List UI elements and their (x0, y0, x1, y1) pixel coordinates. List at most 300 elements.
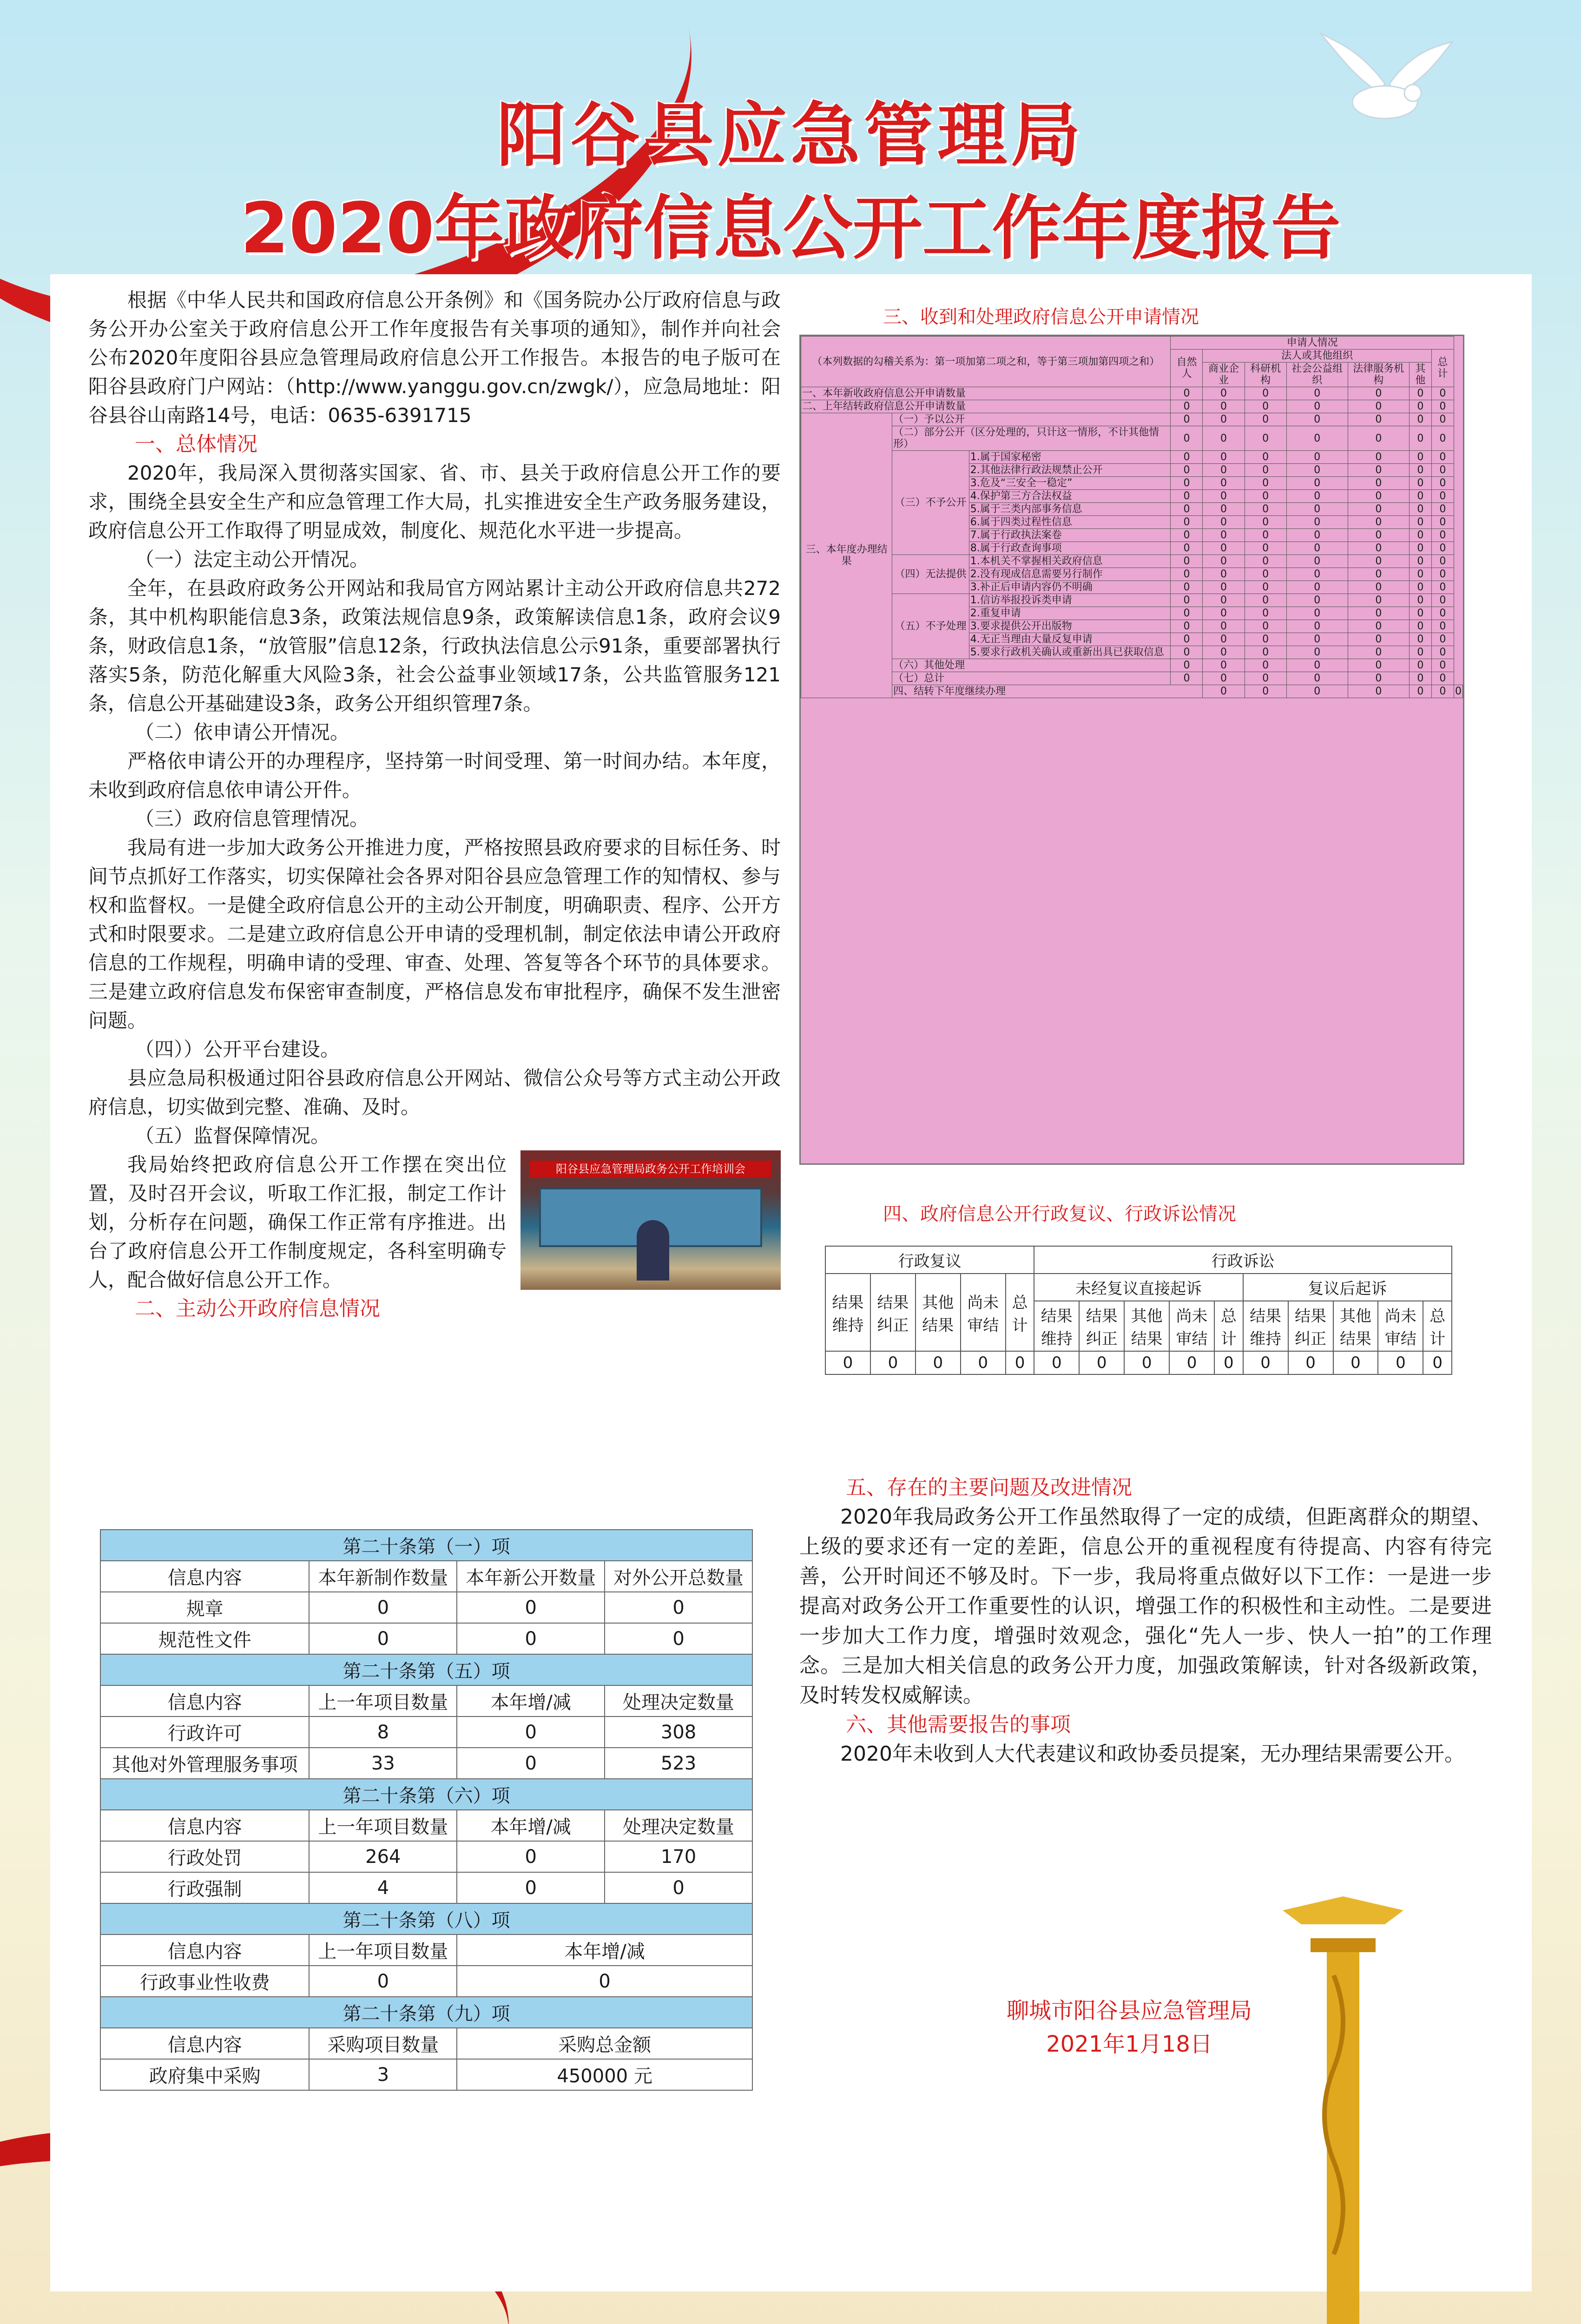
table-cell: 行政许可 (100, 1717, 309, 1748)
table-cell: 0 (1431, 426, 1454, 451)
table-cell: 0 (1431, 594, 1454, 607)
table-cell: 0 (1286, 646, 1348, 659)
table-cell: 0 (1348, 581, 1409, 594)
table-cell: 0 (1171, 594, 1203, 607)
table-cell: 0 (1245, 490, 1286, 503)
table-cell: 0 (1245, 516, 1286, 529)
table-cell: 0 (1409, 426, 1431, 451)
table-cell: 0 (1203, 387, 1245, 400)
table-cell: 0 (1409, 516, 1431, 529)
table-cell: 3 (309, 2059, 457, 2090)
table-cell: 0 (1431, 568, 1454, 581)
table-cell: 0 (1431, 581, 1454, 594)
table-cell: 0 (1431, 490, 1454, 503)
table2-b-head: 处理决定数量 (605, 1685, 752, 1717)
table-cell: 0 (1333, 1351, 1378, 1374)
table-cell: 0 (1171, 529, 1203, 542)
table-cell: 0 (1286, 568, 1348, 581)
table-cell: 0 (1171, 672, 1203, 685)
table3-natural: 自然人 (1171, 350, 1203, 387)
table3-row-label: 6.属于四类过程性信息 (969, 516, 1171, 529)
table-cell: 0 (1171, 581, 1203, 594)
table-cell: 0 (457, 1623, 605, 1654)
table-cell: 0 (1203, 620, 1245, 633)
table-cell: 0 (1286, 477, 1348, 490)
table4-col: 总计 (1006, 1274, 1034, 1351)
table3-row-label: 4.无正当理由大量反复申请 (969, 633, 1171, 646)
table-cell: 0 (1245, 620, 1286, 633)
table-cell: 0 (1214, 1351, 1243, 1374)
table-cell: 0 (457, 1748, 605, 1779)
table-cell: 0 (1431, 555, 1454, 568)
table-cell: 0 (1203, 413, 1245, 426)
table4-col: 结果维持 (825, 1274, 870, 1351)
table-cell: 0 (1348, 529, 1409, 542)
table-cell: 0 (1203, 477, 1245, 490)
table3-col: 法律服务机构 (1348, 363, 1409, 387)
table4-col: 尚未审结 (1378, 1301, 1423, 1351)
table-cell: 0 (1348, 685, 1409, 698)
table2-e-title: 第二十条第（九）项 (100, 1997, 752, 2028)
table-cell: 0 (1348, 516, 1409, 529)
table-cell: 0 (1171, 490, 1203, 503)
table-cell: 0 (457, 1592, 605, 1623)
table-cell: 0 (1431, 672, 1454, 685)
table-cell: 0 (1171, 620, 1203, 633)
table-cell: 0 (1203, 516, 1245, 529)
table-cell: 0 (1286, 400, 1348, 413)
table2-d-head: 信息内容 (100, 1934, 309, 1966)
table-cell: 行政强制 (100, 1872, 309, 1903)
table-cell: 0 (1409, 387, 1431, 400)
table-cell: 0 (1006, 1351, 1034, 1374)
table-cell: 0 (1171, 387, 1203, 400)
section-1-heading: 一、总体情况 (135, 432, 257, 456)
table-cell: 0 (961, 1351, 1006, 1374)
subsection-1-paragraph: 全年，在县政府政务公开网站和我局官方网站累计主动公开政府信息共272条，其中机构职能信息3条，政策法规信息9条，政策解读信息1条，政府会议9条，财政信息1条，“放管服”信息12条，行政执法信息公示91条，重要部署执行落实5条，防范化解重大风险3条，社会公益事业领域17条，公共监管服务121条，信息公开基础建设3条，政务公开组织管理7条。 (88, 577, 781, 715)
table-cell: 0 (1348, 568, 1409, 581)
table-cell: 0 (1203, 568, 1245, 581)
table-cell: 0 (1431, 413, 1454, 426)
table4-col: 其他结果 (1333, 1301, 1378, 1351)
table2-d-title: 第二十条第（八）项 (100, 1903, 752, 1934)
table-cell: 4 (309, 1872, 457, 1903)
table3-row-label: 2.其他法律行政法规禁止公开 (969, 464, 1171, 477)
table-cell: 0 (1171, 400, 1203, 413)
table-cell: 0 (1171, 659, 1203, 672)
table-cell: 0 (1348, 672, 1409, 685)
table-cell: 0 (1409, 477, 1431, 490)
table-cell: 0 (1245, 633, 1286, 646)
table-cell: 0 (1431, 477, 1454, 490)
photo-caption: 阳谷县应急管理局政务公开工作培训会 (530, 1161, 771, 1177)
table-cell: 0 (1431, 685, 1454, 698)
table-cell: 0 (870, 1351, 916, 1374)
table-cell: 0 (1431, 451, 1454, 464)
table-cell: 0 (1286, 555, 1348, 568)
table4-direct: 未经复议直接起诉 (1034, 1274, 1243, 1301)
table-cell: 523 (605, 1748, 752, 1779)
table-cell: 0 (1245, 464, 1286, 477)
table-cell: 0 (1245, 555, 1286, 568)
table3-corner: （本列数据的勾稽关系为：第一项加第二项之和，等于第三项加第四项之和） (801, 337, 1171, 387)
table-cell: 0 (1245, 594, 1286, 607)
table-cell: 0 (1431, 620, 1454, 633)
subsection-3-heading: （三）政府信息管理情况。 (135, 807, 369, 830)
table-cell: 0 (309, 1966, 457, 1997)
table-cell: 0 (1431, 607, 1454, 620)
table-cell: 0 (1409, 607, 1431, 620)
table-cell: 0 (1409, 503, 1431, 516)
table-cell: 0 (1286, 464, 1348, 477)
table3-row-label: 四、结转下年度继续办理 (892, 685, 1203, 698)
table3-row-label: 3.补正后申请内容仍不明确 (969, 581, 1171, 594)
table-cell: 0 (1203, 451, 1245, 464)
table-cell: 0 (1348, 555, 1409, 568)
table3-row-label: 8.属于行政查询事项 (969, 542, 1171, 555)
table-cell: 0 (1409, 529, 1431, 542)
table-cell: 0 (1245, 529, 1286, 542)
table3-row-label: 2.重复申请 (969, 607, 1171, 620)
table-cell: 0 (1286, 426, 1348, 451)
table-cell: 0 (1171, 503, 1203, 516)
table-cell: 0 (1171, 451, 1203, 464)
table4-col: 其他结果 (916, 1274, 961, 1351)
table-cell: 0 (1286, 516, 1348, 529)
table-cell: 0 (1203, 400, 1245, 413)
table-cell: 0 (1171, 426, 1203, 451)
table-cell: 0 (1409, 490, 1431, 503)
subsection-4-paragraph: 县应急局积极通过阳谷县政府信息公开网站、微信公众号等方式主动公开政府信息，切实做到完整、准确、及时。 (88, 1067, 781, 1118)
table3-group-label: （四）无法提供 (892, 555, 969, 594)
table-cell: 0 (1203, 646, 1245, 659)
table-cell: 0 (1348, 620, 1409, 633)
table-cell: 0 (1203, 503, 1245, 516)
table-cell: 0 (1034, 1351, 1079, 1374)
table-cell: 0 (1348, 542, 1409, 555)
table2-c-head: 处理决定数量 (605, 1810, 752, 1841)
table-cell: 0 (1348, 594, 1409, 607)
table-cell: 0 (1378, 1351, 1423, 1374)
table3-group-label: （三）不予公开 (892, 451, 969, 555)
table2-d-head: 本年增/减 (457, 1934, 752, 1966)
table3-col: 其他 (1409, 363, 1431, 387)
table-cell: 0 (1286, 581, 1348, 594)
table2-e-head: 信息内容 (100, 2028, 309, 2059)
table-cell: 0 (1203, 464, 1245, 477)
table-cell: 0 (1245, 646, 1286, 659)
table-cell: 0 (1431, 529, 1454, 542)
table2-a-head: 本年新公开数量 (457, 1561, 605, 1592)
table-cell: 0 (1348, 477, 1409, 490)
table-cell: 0 (1348, 464, 1409, 477)
applications-table (801, 336, 1463, 698)
table-cell: 0 (1203, 426, 1245, 451)
subsection-5-heading: （五）监督保障情况。 (135, 1124, 330, 1147)
table-cell: 0 (1348, 659, 1409, 672)
table2-c-head: 本年增/减 (457, 1810, 605, 1841)
table-cell: 0 (1203, 607, 1245, 620)
table-cell: 0 (1409, 568, 1431, 581)
table4-col: 结果维持 (1243, 1301, 1288, 1351)
table-cell: 0 (1348, 426, 1409, 451)
table-cell: 0 (1203, 529, 1245, 542)
intro-paragraph: 根据《中华人民共和国政府信息公开条例》和《国务院办公厅政府信息与政务公开办公室关于政府信息公开工作年度报告有关事项的通知》，制作并向社会公布2020年度阳谷县应急管理局政府信息公开工作报告。本报告的电子版可在阳谷县政府门户网站：（http://www.yanggu.gov.cn/zwgk/），应急局地址：阳谷县谷山南路14号，电话：0635-6391715 (88, 289, 781, 427)
table3-row-label: 3.危及“三安全一稳定” (969, 477, 1171, 490)
table2-a-title: 第二十条第（一）项 (100, 1530, 752, 1561)
table-cell: 0 (1245, 413, 1286, 426)
table-cell: 0 (1286, 529, 1348, 542)
table-cell: 0 (1454, 685, 1462, 698)
table-cell: 0 (1171, 516, 1203, 529)
table-cell: 0 (1203, 659, 1245, 672)
table-cell: 0 (1431, 659, 1454, 672)
table-cell: 0 (1431, 464, 1454, 477)
table-cell: 0 (1079, 1351, 1124, 1374)
table3-row-label: 一、本年新收政府信息公开申请数量 (801, 387, 1171, 400)
signature (929, 1994, 1329, 2061)
table-cell: 0 (1286, 685, 1348, 698)
table3-group-label: （五）不予处理 (892, 594, 969, 659)
table3-row-label: （二）部分公开（区分处理的，只计这一情形，不计其他情形） (892, 426, 1171, 451)
table3-row-label: 二、上年结转政府信息公开申请数量 (801, 400, 1171, 413)
table-cell: 0 (1171, 555, 1203, 568)
section-6-paragraph: 2020年未收到人大代表建议和政协委员提案，无办理结果需要公开。 (840, 1742, 1465, 1766)
table-cell: 0 (1245, 451, 1286, 464)
table2-c-title: 第二十条第（六）项 (100, 1779, 752, 1810)
signature-date: 2021年1月18日 (1046, 2031, 1212, 2057)
table-cell: 450000 元 (457, 2059, 752, 2090)
table-cell: 308 (605, 1717, 752, 1748)
section-4-heading: 四、政府信息公开行政复议、行政诉讼情况 (883, 1203, 1236, 1225)
table-cell: 0 (1348, 607, 1409, 620)
table-cell: 0 (1203, 685, 1245, 698)
table-cell: 0 (1286, 413, 1348, 426)
review-litigation-table (825, 1246, 1452, 1375)
table-cell: 0 (1245, 503, 1286, 516)
table-cell: 0 (1348, 633, 1409, 646)
table-cell: 0 (1409, 413, 1431, 426)
table-cell: 0 (1203, 672, 1245, 685)
table3-row-label: 1.本机关不掌握相关政府信息 (969, 555, 1171, 568)
table-cell: 0 (1203, 594, 1245, 607)
table-cell: 0 (1409, 646, 1431, 659)
table-cell: 0 (1245, 400, 1286, 413)
table4-col: 其他结果 (1124, 1301, 1169, 1351)
table-cell: 0 (1243, 1351, 1288, 1374)
table-cell: 0 (1171, 633, 1203, 646)
table2-a-head: 本年新制作数量 (309, 1561, 457, 1592)
table-cell: 其他对外管理服务事项 (100, 1748, 309, 1779)
table2-b-head: 上一年项目数量 (309, 1685, 457, 1717)
table-cell: 0 (1348, 387, 1409, 400)
table-cell: 0 (1286, 633, 1348, 646)
table-cell: 0 (1431, 400, 1454, 413)
table-cell: 0 (1409, 685, 1431, 698)
table-cell: 0 (1245, 659, 1286, 672)
table-cell: 0 (309, 1592, 457, 1623)
table-cell: 0 (1431, 516, 1454, 529)
photo-speaker (637, 1220, 669, 1281)
table-cell: 0 (1124, 1351, 1169, 1374)
table-cell: 0 (1245, 387, 1286, 400)
table-cell: 0 (1171, 413, 1203, 426)
table3-row-label: 5.要求行政机关确认或重新出具已获取信息 (969, 646, 1171, 659)
table-cell: 0 (1409, 620, 1431, 633)
table4-col: 结果维持 (1034, 1301, 1079, 1351)
table-cell: 0 (1288, 1351, 1333, 1374)
table-cell: 规章 (100, 1592, 309, 1623)
subsection-5-paragraph: 我局始终把政府信息公开工作摆在突出位置，及时召开会议，听取工作汇报，制定工作计划，分析存在问题，确保工作正常有序推进。出台了政府信息公开工作制度规定，各科室明确专人，配合做好信息公开工作。 (88, 1153, 507, 1291)
table-cell: 0 (1409, 594, 1431, 607)
subsection-1-heading: （一）法定主动公开情况。 (135, 548, 369, 571)
table-cell: 0 (457, 1717, 605, 1748)
table-cell: 0 (457, 1841, 605, 1872)
table-cell: 0 (1431, 542, 1454, 555)
table-cell: 0 (1171, 646, 1203, 659)
table-cell: 0 (916, 1351, 961, 1374)
table-cell: 0 (1409, 400, 1431, 413)
table2-b-title: 第二十条第（五）项 (100, 1654, 752, 1685)
table-cell: 0 (1409, 672, 1431, 685)
table-cell: 0 (1348, 400, 1409, 413)
table-cell: 0 (457, 1872, 605, 1903)
table-cell: 0 (1286, 490, 1348, 503)
table-cell: 0 (1348, 490, 1409, 503)
table-cell: 0 (1203, 490, 1245, 503)
table-cell: 0 (1431, 387, 1454, 400)
section-2-heading: 二、主动公开政府信息情况 (135, 1297, 380, 1320)
table-cell: 行政处罚 (100, 1841, 309, 1872)
table-cell: 0 (1203, 633, 1245, 646)
table4-col: 结果纠正 (1079, 1301, 1124, 1351)
table2-e-head: 采购项目数量 (309, 2028, 457, 2059)
table-cell: 0 (1286, 387, 1348, 400)
huabiao-pillar-decoration (1283, 1882, 1403, 2324)
table-cell: 33 (309, 1748, 457, 1779)
table-cell: 0 (1348, 451, 1409, 464)
table-cell: 0 (1245, 685, 1286, 698)
table-cell: 0 (1409, 464, 1431, 477)
table-cell: 0 (825, 1351, 870, 1374)
table3-row-label: 2.没有现成信息需要另行制作 (969, 568, 1171, 581)
section-6-heading: 六、其他需要报告的事项 (846, 1713, 1071, 1736)
table-cell: 0 (1431, 646, 1454, 659)
right-column (799, 1473, 1492, 1769)
table3-col: 社会公益组织 (1286, 363, 1348, 387)
table-cell: 170 (605, 1841, 752, 1872)
table4-col: 结果纠正 (1288, 1301, 1333, 1351)
title-line1: 阳谷县应急管理局 (496, 95, 1084, 176)
table-cell: 0 (1245, 581, 1286, 594)
table-cell: 0 (1245, 672, 1286, 685)
table2-c-head: 上一年项目数量 (309, 1810, 457, 1841)
table4-litigation: 行政诉讼 (1034, 1246, 1452, 1274)
table3-legal: 法人或其他组织 (1203, 350, 1431, 363)
table-cell: 0 (1245, 607, 1286, 620)
table-cell: 规范性文件 (100, 1623, 309, 1654)
table-cell: 264 (309, 1841, 457, 1872)
table2-b-head: 信息内容 (100, 1685, 309, 1717)
table2-d-head: 上一年项目数量 (309, 1934, 457, 1966)
table-cell: 0 (1203, 542, 1245, 555)
table-cell: 0 (1409, 633, 1431, 646)
table-cell: 0 (1171, 464, 1203, 477)
table-cell: 0 (1286, 620, 1348, 633)
table2-a-head: 对外公开总数量 (605, 1561, 752, 1592)
table-cell: 0 (1245, 542, 1286, 555)
table-cell: 0 (1245, 477, 1286, 490)
table-cell: 行政事业性收费 (100, 1966, 309, 1997)
table-cell: 0 (1169, 1351, 1214, 1374)
proactive-disclosure-table (100, 1529, 753, 2091)
table3-row-label: 5.属于三类内部事务信息 (969, 503, 1171, 516)
table3-row-label: 1.信访举报投诉类申请 (969, 594, 1171, 607)
table-cell: 0 (309, 1623, 457, 1654)
table-cell: 政府集中采购 (100, 2059, 309, 2090)
section-1-paragraph: 2020年，我局深入贯彻落实国家、省、市、县关于政府信息公开工作的要求，围绕全县安全生产和应急管理工作大局，扎实推进安全生产政务服务建设，政府信息公开工作取得了明显成效，制度化、规范化水平进一步提高。 (88, 462, 781, 542)
table-cell: 0 (605, 1592, 752, 1623)
table3-row3-label: 三、本年度办理结果 (801, 413, 892, 698)
section-3-heading: 三、收到和处理政府信息公开申请情况 (883, 306, 1199, 328)
subsection-2-heading: （二）依申请公开情况。 (135, 721, 350, 744)
table-cell: 8 (309, 1717, 457, 1748)
subsection-2-paragraph: 严格依申请公开的办理程序，坚持第一时间受理、第一时间办结。本年度，未收到政府信息依申请公开件。 (88, 750, 781, 801)
table3-row-label: 1.属于国家秘密 (969, 451, 1171, 464)
table-cell: 0 (1203, 581, 1245, 594)
table-cell: 0 (457, 1966, 752, 1997)
table3-row-label: 3.要求提供公开出版物 (969, 620, 1171, 633)
table3-row-label: 4.保护第三方合法权益 (969, 490, 1171, 503)
table3-row-label: （六）其他处理 (892, 659, 1171, 672)
title-line2: 2020年政府信息公开工作年度报告 (240, 188, 1341, 269)
table2-e-head: 采购总金额 (457, 2028, 752, 2059)
section-5-paragraph: 2020年我局政务公开工作虽然取得了一定的成绩，但距离群众的期望、上级的要求还有一定的差距，信息公开的重视程度有待提高、内容有待完善，公开时间还不够及时。下一步，我局将重点做好以下工作：一是进一步提高对政务公开工作重要性的认识，增强工作的积极性和主动性。二是要进一步加大工作力度，增强时效观念，强化“先人一步、快人一拍”的工作理念。三是加大相关信息的政务公开力度，加强政策解读，针对各级新政策，及时转发权威解读。 (799, 1505, 1492, 1707)
table-cell: 0 (1409, 555, 1431, 568)
table4-col: 尚未审结 (961, 1274, 1006, 1351)
table3-row-label: 7.属于行政执法案卷 (969, 529, 1171, 542)
table4-review: 行政复议 (825, 1246, 1034, 1274)
table4-col: 尚未审结 (1169, 1301, 1214, 1351)
table-cell: 0 (1431, 503, 1454, 516)
table2-b-head: 本年增/减 (457, 1685, 605, 1717)
table4-col: 总计 (1214, 1301, 1243, 1351)
section-5-heading: 五、存在的主要问题及改进情况 (846, 1476, 1132, 1499)
table3-row-label: （七）总计 (892, 672, 1171, 685)
table-cell: 0 (1431, 633, 1454, 646)
table-cell: 0 (1171, 568, 1203, 581)
signature-org: 聊城市阳谷县应急管理局 (1006, 1998, 1252, 2024)
table-cell: 0 (1245, 568, 1286, 581)
table-cell: 0 (605, 1872, 752, 1903)
table-cell: 0 (605, 1623, 752, 1654)
table-cell: 0 (1171, 607, 1203, 620)
table-cell: 0 (1348, 503, 1409, 516)
table-cell: 0 (1203, 555, 1245, 568)
applications-table-wrap (799, 335, 1464, 1165)
table3-col: 科研机构 (1245, 363, 1286, 387)
table4-col: 结果纠正 (870, 1274, 916, 1351)
table4-col: 总计 (1423, 1301, 1452, 1351)
table-cell: 0 (1348, 646, 1409, 659)
table-cell: 0 (1348, 413, 1409, 426)
table-cell: 0 (1423, 1351, 1452, 1374)
table-cell: 0 (1171, 477, 1203, 490)
subsection-4-heading: （四））公开平台建设。 (135, 1038, 340, 1061)
training-photo (520, 1150, 781, 1290)
table-cell: 0 (1245, 426, 1286, 451)
table-cell: 0 (1286, 607, 1348, 620)
